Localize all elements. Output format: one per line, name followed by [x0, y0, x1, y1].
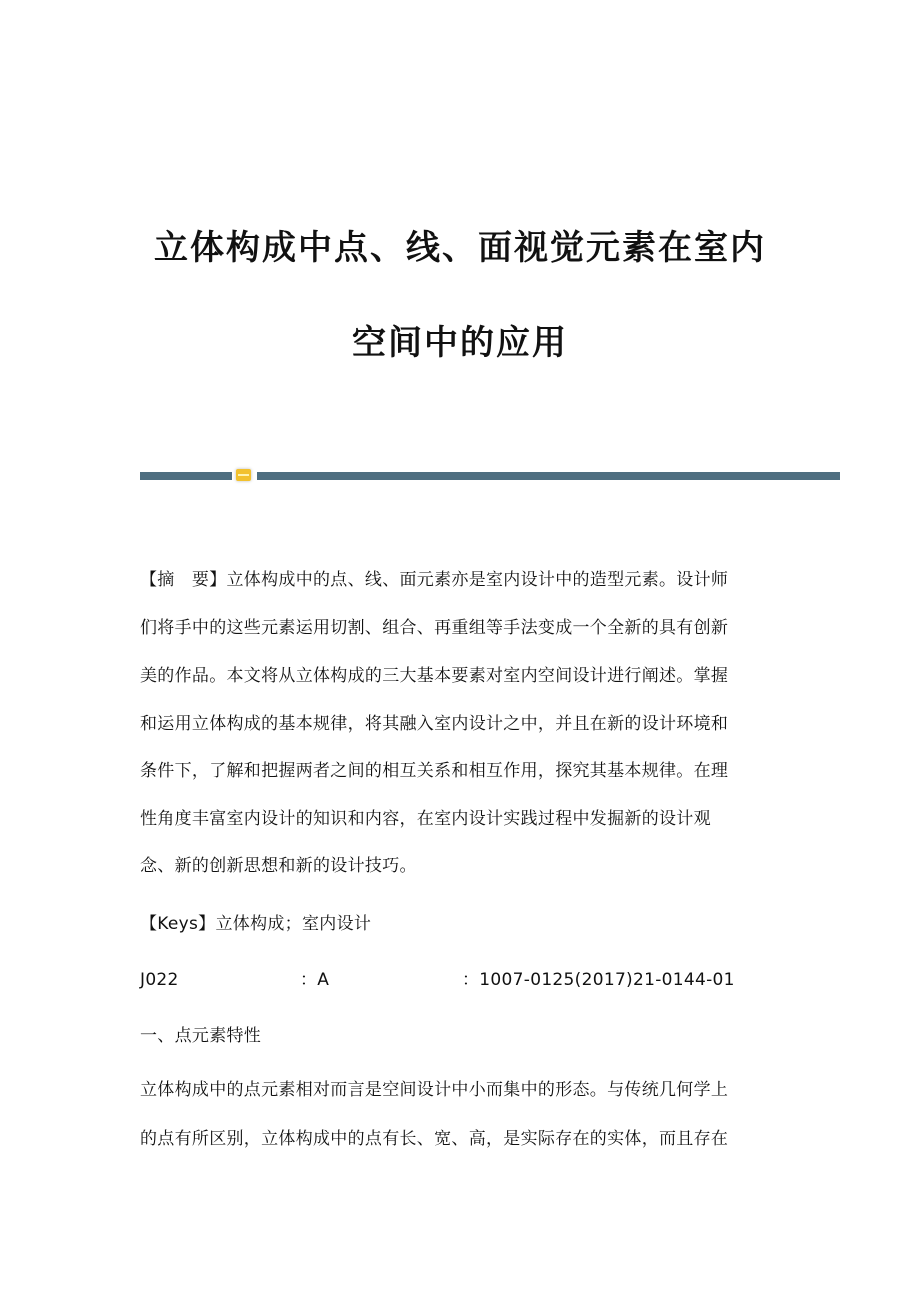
document-code: ：A: [300, 970, 330, 990]
divider-right: [257, 472, 840, 480]
abstract-line: 性角度丰富室内设计的知识和内容，在室内设计实践过程中发掘新的设计观: [140, 809, 711, 829]
title-line-1: 立体构成中点、线、面视觉元素在室内: [154, 228, 766, 268]
section-heading: 一、点元素特性: [140, 1026, 262, 1046]
divider-left: [140, 472, 232, 480]
clc-number: J022: [140, 970, 179, 990]
keywords: 【Keys】立体构成；室内设计: [140, 914, 372, 934]
abstract-line: 们将手中的这些元素运用切割、组合、再重组等手法变成一个全新的具有创新: [140, 618, 729, 638]
title-line-2: 空间中的应用: [352, 323, 568, 363]
divider-ornament-icon: [236, 469, 251, 481]
abstract-line: 条件下，了解和把握两者之间的相互关系和相互作用，探究其基本规律。在理: [140, 761, 729, 781]
abstract-line: 念、新的创新思想和新的设计技巧。: [140, 856, 417, 876]
abstract-line: 美的作品。本文将从立体构成的三大基本要素对室内空间设计进行阐述。掌握: [140, 666, 729, 686]
body-line: 立体构成中的点元素相对而言是空间设计中小而集中的形态。与传统几何学上: [140, 1080, 729, 1100]
article-id: ：1007-0125(2017)21-0144-01: [462, 970, 735, 990]
body-line: 的点有所区别，立体构成中的点有长、宽、高，是实际存在的实体，而且存在: [140, 1129, 729, 1149]
abstract-line: 【摘 要】立体构成中的点、线、面元素亦是室内设计中的造型元素。设计师: [140, 570, 729, 590]
abstract-line: 和运用立体构成的基本规律，将其融入室内设计之中，并且在新的设计环境和: [140, 714, 729, 734]
